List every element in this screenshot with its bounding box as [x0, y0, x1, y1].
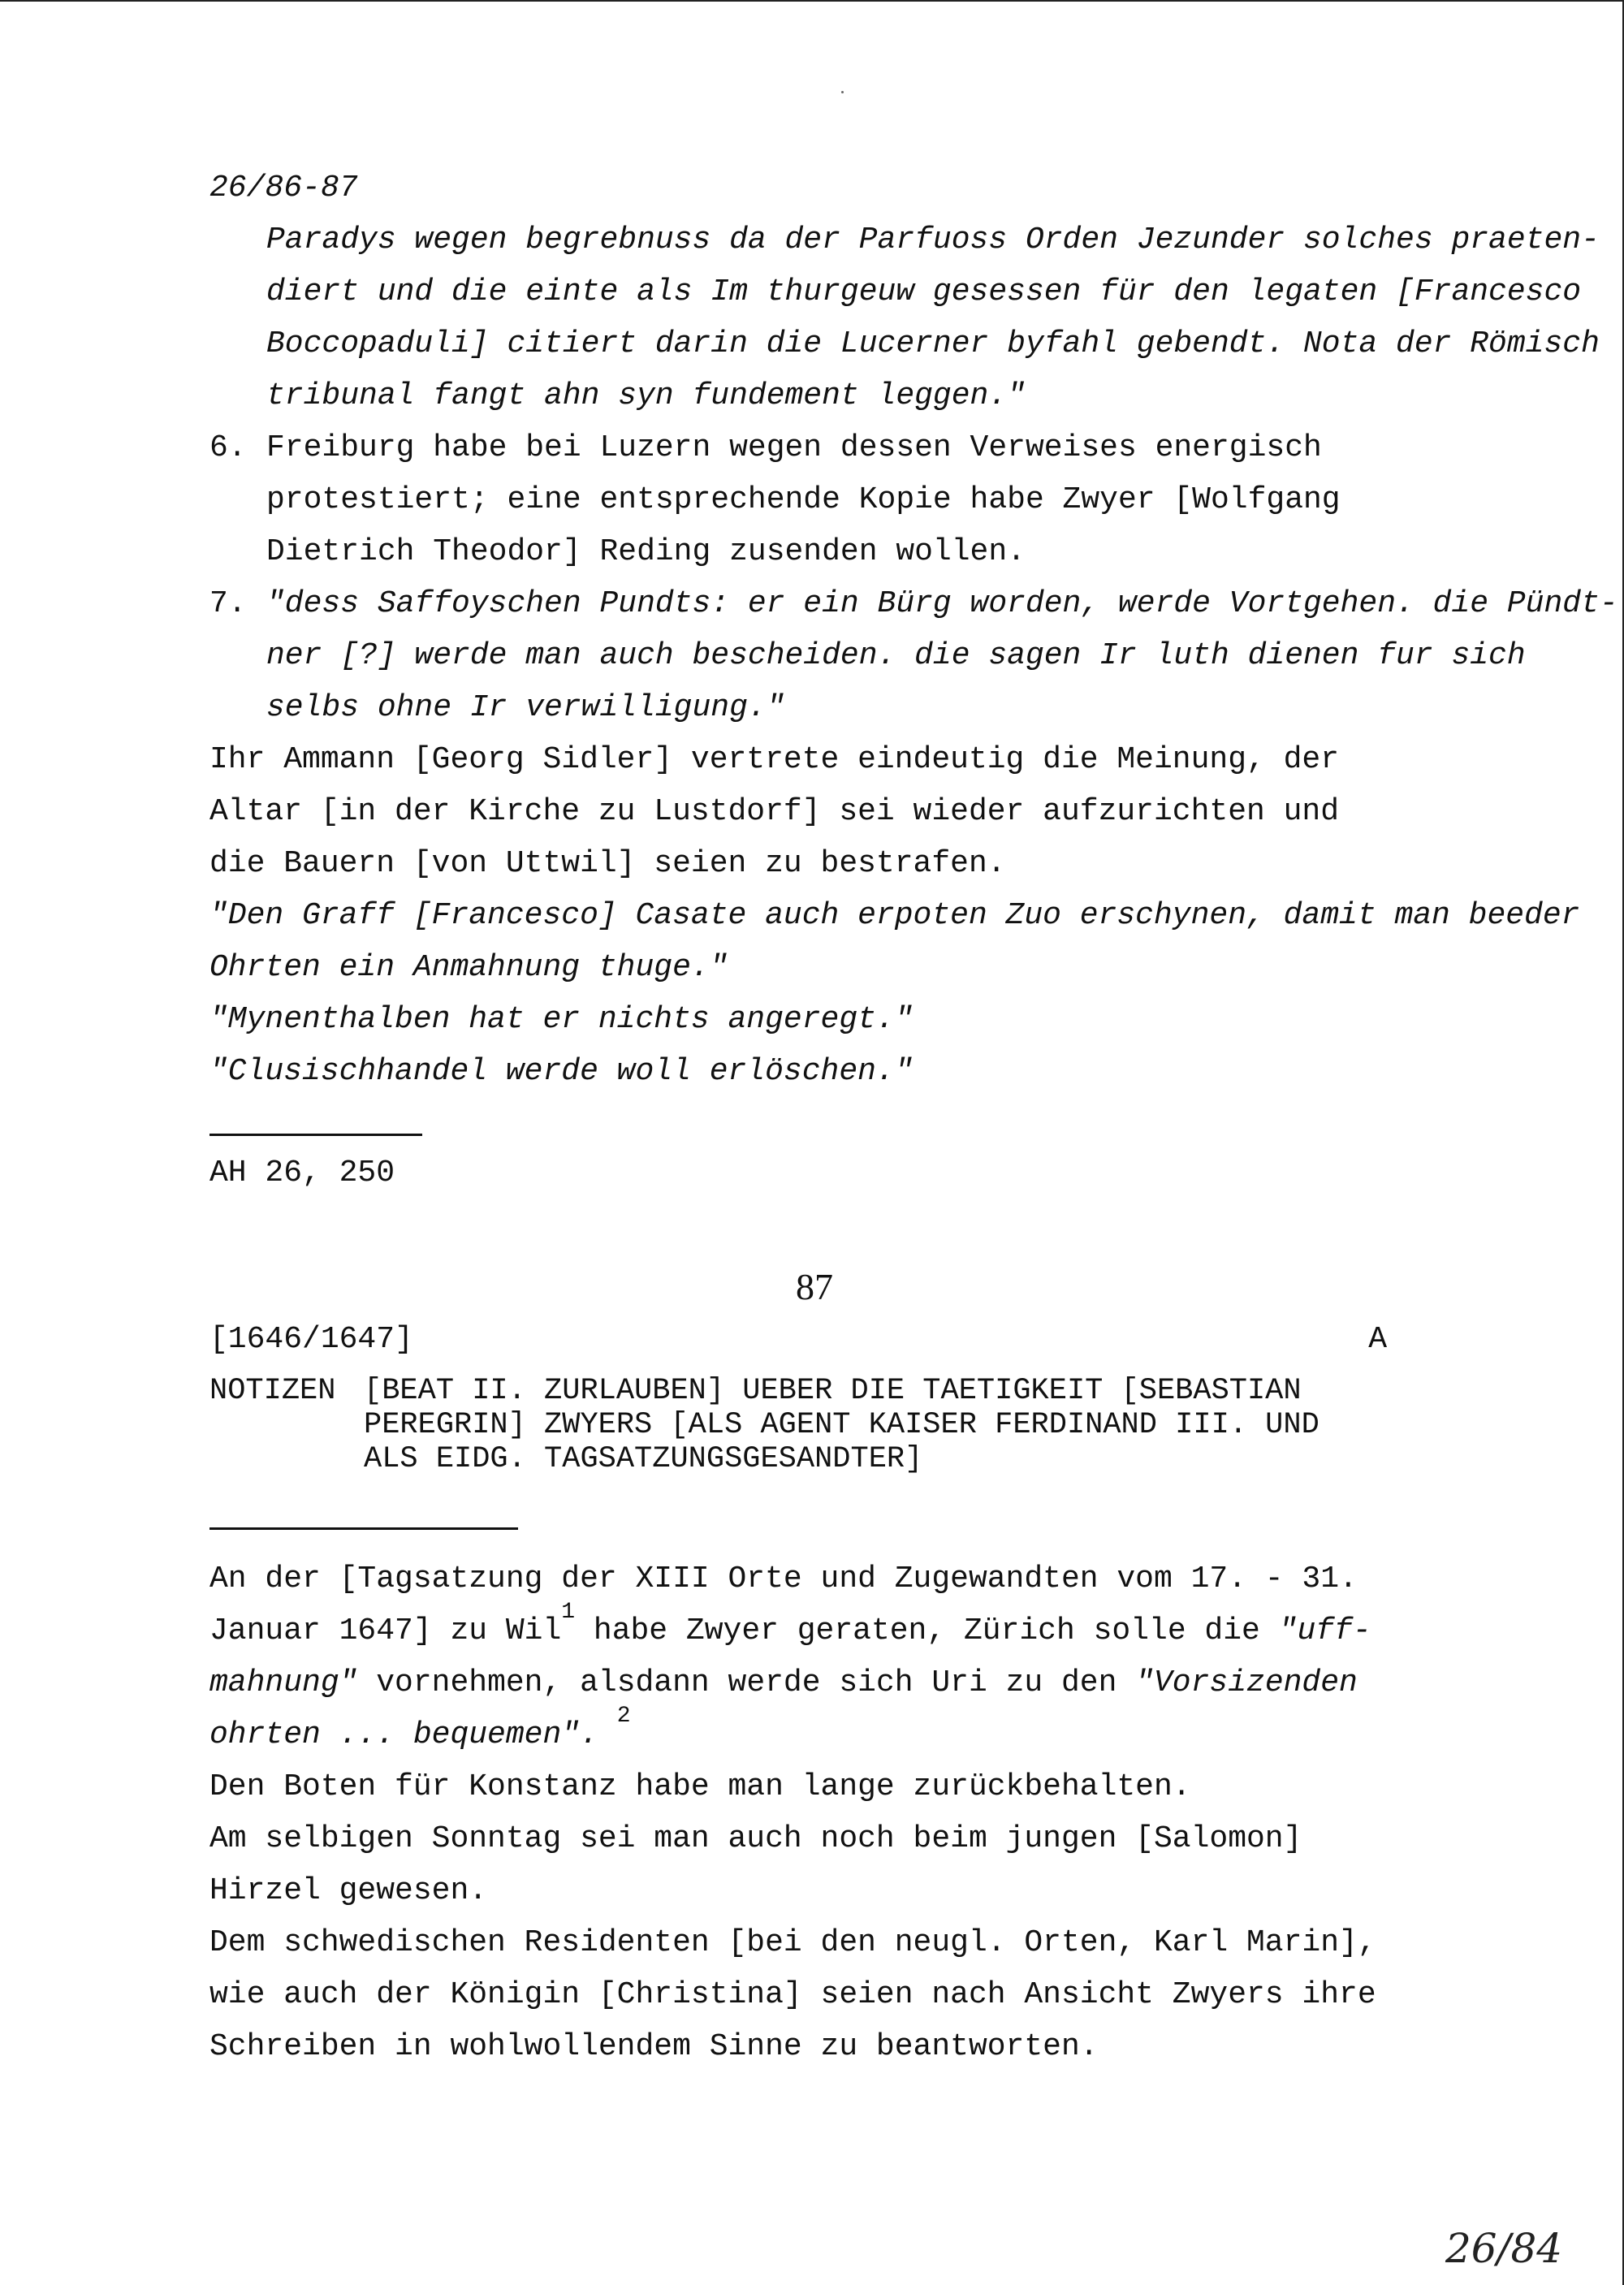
- heading-line: [BEAT II. ZURLAUBEN] UEBER DIE TAETIGKEIT [SEBASTIAN: [364, 1374, 1302, 1408]
- closing-quotes: [209, 890, 1580, 1098]
- document-letter: A: [1368, 1322, 1387, 1357]
- item-7: [209, 578, 1618, 734]
- body-text: [209, 1553, 1509, 2073]
- document-number: 87: [796, 1266, 833, 1307]
- item-6: [209, 422, 1476, 578]
- source-note: AH 26, 250: [209, 1155, 395, 1190]
- paragraph-line: die Bauern [von Uttwil] seien zu bestrafen.: [209, 846, 1006, 881]
- quote-line: "Den Graff [Francesco] Casate auch erpoten Zuo erschynen, damit man beeder: [209, 898, 1580, 933]
- body-line: Hirzel gewesen.: [209, 1873, 488, 1908]
- footnote-marker: 2: [616, 1704, 631, 1729]
- body-line: Schreiben in wohlwollendem Sinne zu beantworten.: [209, 2029, 1099, 2064]
- handwritten-page-mark: 26/84: [1445, 2225, 1563, 2272]
- paragraph-ammann: [209, 734, 1476, 890]
- item-text: "dess Saffoyschen Pundts: er ein Bürg worden, werde Vortgehen. die Pündt-: [266, 586, 1618, 621]
- item-text: ner [?] werde man auch bescheiden. die sagen Ir luth dienen fur sich: [266, 638, 1526, 673]
- body-line: Januar 1647] zu Wil$^1$ habe Zwyer geraten, Zürich solle die "uff-: [209, 1600, 1371, 1648]
- quote-line: Ohrten ein Anmahnung thuge.": [209, 950, 728, 985]
- top-border: [0, 0, 1624, 2]
- paragraph-line: Altar [in der Kirche zu Lustdorf] sei wieder aufzurichten und: [209, 794, 1340, 829]
- quote-line: diert und die einte als Im thurgeuw gesessen für den legaten [Francesco: [266, 274, 1582, 309]
- date-row: [209, 1314, 1387, 1366]
- quote-line: "Clusischhandel werde woll erlöschen.": [209, 1054, 914, 1089]
- body-line: wie auch der Königin [Christina] seien nach Ansicht Zwyers ihre: [209, 1977, 1376, 2012]
- body-line: mahnung" vornehmen, alsdann werde sich Uri zu den "Vorsizenden: [209, 1665, 1358, 1700]
- document-page: [209, 162, 1618, 1199]
- footnote-marker: 1: [561, 1600, 576, 1625]
- quote-block: [209, 214, 1600, 422]
- document-heading: [209, 1374, 1427, 1488]
- body-line: ohrten ... bequemen". $^2$: [209, 1704, 631, 1752]
- quote-line: Boccopaduli] citiert darin die Lucerner byfahl gebendt. Nota der Römisch: [266, 326, 1600, 361]
- document-date: [1646/1647]: [209, 1322, 413, 1357]
- heading-line: ALS EIDG. TAGSATZUNGSGESANDTER]: [364, 1442, 923, 1476]
- item-number: 6.: [209, 430, 247, 465]
- section-divider: [209, 1527, 518, 1530]
- body-line: Dem schwedischen Residenten [bei den neugl. Orten, Karl Marin],: [209, 1925, 1376, 1960]
- body-line: Den Boten für Konstanz habe man lange zurückbehalten.: [209, 1769, 1191, 1804]
- body-line: Am selbigen Sonntag sei man auch noch beim jungen [Salomon]: [209, 1821, 1302, 1856]
- paragraph-line: Ihr Ammann [Georg Sidler] vertrete eindeutig die Meinung, der: [209, 742, 1340, 777]
- scan-dot: [841, 91, 844, 93]
- item-text: selbs ohne Ir verwilligung.": [266, 690, 785, 725]
- quote-line: "Mynenthalben hat er nichts angeregt.": [209, 1002, 914, 1037]
- reference: 26/86-87: [209, 171, 358, 205]
- quote-line: tribunal fangt ahn syn fundement leggen.": [266, 378, 1026, 413]
- item-text: protestiert; eine entsprechende Kopie habe Zwyer [Wolfgang: [266, 482, 1341, 517]
- item-text: Freiburg habe bei Luzern wegen dessen Verweises energisch: [266, 430, 1322, 465]
- item-text: Dietrich Theodor] Reding zusenden wollen.: [266, 534, 1026, 569]
- item-number: 7.: [209, 586, 247, 621]
- body-line: An der [Tagsatzung der XIII Orte und Zugewandten vom 17. - 31.: [209, 1561, 1358, 1596]
- heading-line: PEREGRIN] ZWYERS [ALS AGENT KAISER FERDINAND III. UND: [364, 1408, 1320, 1442]
- heading-label: NOTIZEN: [209, 1374, 336, 1408]
- quote-line: Paradys wegen begrebnuss da der Parfuoss Orden Jezunder solches praeten-: [266, 222, 1600, 257]
